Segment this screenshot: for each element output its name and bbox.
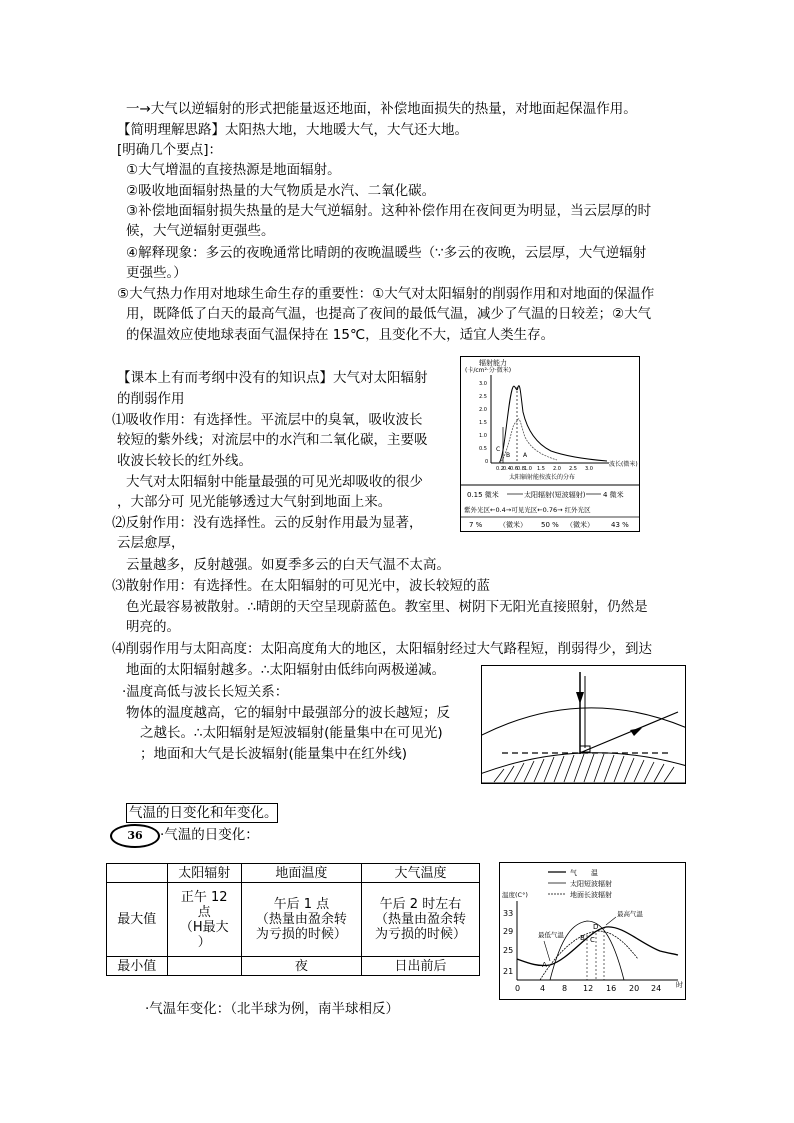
text-line: 用，既降低了白天的最高气温，也提高了夜间的最低气温，减少了气温的日较差；②大气 [126, 306, 652, 322]
daily-xticks [515, 984, 661, 993]
svg-text:C: C [590, 936, 595, 944]
text-line: 之越长。∴太阳辐射是短波辐射(能量集中在可见光) [140, 725, 443, 741]
text-line: 大气对太阳辐射中能量最强的可见光却吸收的很少 [126, 474, 423, 490]
svg-text:0.8: 0.8 [517, 466, 525, 472]
spectrum-row1-right: 4 微米 [603, 491, 624, 499]
table-header [107, 864, 168, 883]
svg-text:0: 0 [485, 459, 489, 465]
table-header: 地面温度 [241, 864, 361, 883]
text-line: 地面的太阳辐射越多。∴太阳辐射由低纬向两极递减。 [126, 662, 446, 678]
svg-text:16: 16 [606, 984, 617, 993]
svg-text:7 %: 7 % [469, 521, 483, 529]
spectrum-ylabel: 辐射能力 [479, 359, 507, 367]
text-line: 的削弱作用 [117, 391, 185, 407]
spectrum-caption: 太阳辐射能按波长的分布 [509, 474, 576, 481]
temperature-table [106, 863, 480, 976]
high-temp-label: 最高气温 [617, 910, 643, 918]
svg-text:气 温: 气 温 [570, 869, 598, 877]
svg-text:1.5: 1.5 [479, 420, 487, 426]
svg-text:1.0: 1.0 [524, 466, 532, 472]
solar-altitude-figure [481, 665, 686, 784]
svg-text:25: 25 [503, 946, 514, 955]
table-cell: 最大值 [107, 883, 168, 957]
number-badge: 36 [110, 824, 160, 848]
daily-variation-figure [499, 862, 686, 1000]
table-cell: 午后 1 点 （热量由盈余转 为亏损的时候） [241, 883, 361, 957]
spectrum-row3 [469, 520, 629, 529]
table-row [107, 957, 480, 976]
spectrum-xticks [496, 466, 593, 472]
svg-text:A: A [542, 961, 547, 969]
svg-text:D: D [593, 923, 599, 931]
text-line: 云层愈厚， [117, 535, 185, 551]
spectrum-yticks [479, 381, 488, 465]
text-line: ，大部分可 见光能够透过大气射到地面上来。 [117, 494, 392, 510]
svg-text:（微米）: （微米） [566, 521, 594, 529]
text-line: 【课本上有而考纲中没有的知识点】大气对太阳辐射 [117, 370, 428, 386]
spectrum-ylabel-unit: (卡/cm²·分·微米) [465, 367, 512, 374]
svg-text:0.5: 0.5 [479, 446, 487, 452]
table-cell [167, 957, 241, 976]
daily-ylabel: 温度(C°) [502, 891, 528, 899]
svg-text:12: 12 [583, 984, 594, 993]
text-line: 一→大气以逆辐射的形式把能量返还地面，补偿地面损失的热量，对地面起保温作用。 [126, 101, 637, 117]
svg-text:2.0: 2.0 [479, 407, 487, 413]
text-line: 【简明理解思路】太阳热大地，大地暖大气，大气还大地。 [117, 122, 468, 138]
svg-text:21: 21 [503, 967, 514, 976]
svg-text:43 %: 43 % [611, 521, 629, 529]
svg-text:4: 4 [540, 984, 546, 993]
spectrum-row1-mid: 太阳辐射(短波辐射) [524, 491, 586, 499]
text-line: ①大气增温的直接热源是地面辐射。 [126, 162, 341, 178]
svg-text:2.0: 2.0 [553, 466, 561, 472]
table-header: 大气温度 [361, 864, 479, 883]
region-c-label: C [496, 446, 501, 453]
solar-spectrum-chart [461, 357, 639, 531]
table-cell: 日出前后 [361, 957, 479, 976]
spectrum-row1-left: 0.15 微米 [467, 491, 499, 499]
svg-text:3.0: 3.0 [585, 466, 593, 472]
table-cell: 夜 [241, 957, 361, 976]
svg-text:29: 29 [503, 927, 514, 936]
text-line: ·温度高低与波长长短关系： [122, 684, 289, 700]
table-cell: 正午 12 点 （H最大 ） [167, 883, 241, 957]
svg-text:3.0: 3.0 [479, 381, 487, 387]
section-title: 气温的日变化和年变化。 [129, 805, 278, 821]
text-line: 明亮的。 [126, 619, 180, 635]
text-line: 收波长较长的红外线。 [117, 453, 252, 469]
text-line: ·气温年变化：（北半球为例，南半球相反） [145, 1001, 400, 1017]
low-temp-label: 最低气温 [538, 931, 564, 939]
region-a-label: A [523, 452, 528, 459]
section-title-box [126, 803, 278, 823]
region-b-label: B [506, 452, 511, 459]
text-line: ②吸收地面辐射热量的大气物质是水汽、二氧化碳。 [126, 183, 436, 199]
text-line: ·气温的日变化： [160, 827, 259, 843]
text-line: ③补偿地面辐射损失热量的是大气逆辐射。这种补偿作用在夜间更为明显，当云层厚的时 [126, 203, 652, 219]
svg-text:（微米）: （微米） [499, 521, 527, 529]
text-line: 云量越多，反射越强。如夏季多云的白天气温不太高。 [126, 557, 450, 573]
svg-text:0.4: 0.4 [503, 466, 511, 472]
table-row [107, 883, 480, 957]
daily-points [542, 923, 598, 969]
svg-text:0: 0 [515, 984, 521, 993]
svg-text:0.2: 0.2 [496, 466, 504, 472]
text-line: ；地面和大气是长波辐射(能量集中在红外线) [140, 746, 408, 762]
text-line: ④解释现象：多云的夜晚通常比晴朗的夜晚温暖些（∵多云的夜晚，云层厚，大气逆辐射 [126, 245, 647, 261]
spectrum-curve [499, 386, 607, 463]
daily-variation-chart [500, 863, 685, 999]
svg-text:太阳短波辐射: 太阳短波辐射 [570, 880, 612, 888]
text-line: ⑤大气热力作用对地球生命生存的重要性：①大气对太阳辐射的削弱作用和对地面的保温作 [117, 286, 655, 302]
svg-text:50 %: 50 % [541, 521, 559, 529]
text-line: 更强些。） [126, 265, 187, 281]
svg-text:33: 33 [503, 909, 514, 918]
svg-text:0.6: 0.6 [510, 466, 518, 472]
text-line: 的保温效应使地球表面气温保持在 15℃，且变化不大，适宜人类生存。 [126, 327, 555, 343]
svg-text:20: 20 [629, 984, 640, 993]
svg-text:地面长波辐射: 地面长波辐射 [570, 891, 612, 899]
solar-spectrum-figure [460, 356, 640, 532]
text-line: ⑵反射作用：没有选择性。云的反射作用最为显著， [112, 515, 423, 531]
daily-legend [548, 868, 612, 899]
oblique-ray [582, 712, 678, 752]
table-cell: 最小值 [107, 957, 168, 976]
svg-text:8: 8 [562, 984, 568, 993]
text-line: 候，大气逆辐射更强些。 [126, 223, 275, 239]
table-header: 太阳辐射 [167, 864, 241, 883]
text-line: 色光最容易被散射。∴晴朗的天空呈现蔚蓝色。教室里、树阴下无阳光直接照射，仍然是 [126, 599, 648, 615]
svg-text:1.0: 1.0 [479, 433, 487, 439]
text-line: 较短的紫外线；对流层中的水汽和二氧化碳，主要吸 [117, 432, 428, 448]
daily-xunit: 时 [676, 981, 683, 989]
text-line: ⑷削弱作用与太阳高度：太阳高度角大的地区，太阳辐射经过大气路程短，削弱得少，到达 [112, 641, 652, 657]
spectrum-xlabel: 波长(微米) [609, 461, 638, 468]
svg-text:2.5: 2.5 [479, 394, 487, 400]
svg-text:B: B [580, 934, 585, 942]
text-line: ⑶散射作用：有选择性。在太阳辐射的可见光中，波长较短的蓝 [112, 578, 490, 594]
svg-text:1.5: 1.5 [537, 466, 545, 472]
text-line: 物体的温度越高，它的辐射中最强部分的波长越短；反 [126, 705, 450, 721]
daily-yticks [503, 909, 513, 976]
text-line: [明确几个要点]： [117, 142, 223, 158]
solar-altitude-diagram [482, 666, 685, 783]
svg-text:24: 24 [651, 984, 662, 993]
table-header-row [107, 864, 480, 883]
svg-text:2.5: 2.5 [569, 466, 577, 472]
text-line: ⑴吸收作用：有选择性。平流层中的臭氧，吸收波长 [112, 412, 423, 428]
table-cell: 午后 2 时左右 （热量由盈余转 为亏损的时候） [361, 883, 479, 957]
spectrum-row2: 紫外光区←0.4→可见光区←0.76→ 红外光区 [464, 506, 591, 514]
